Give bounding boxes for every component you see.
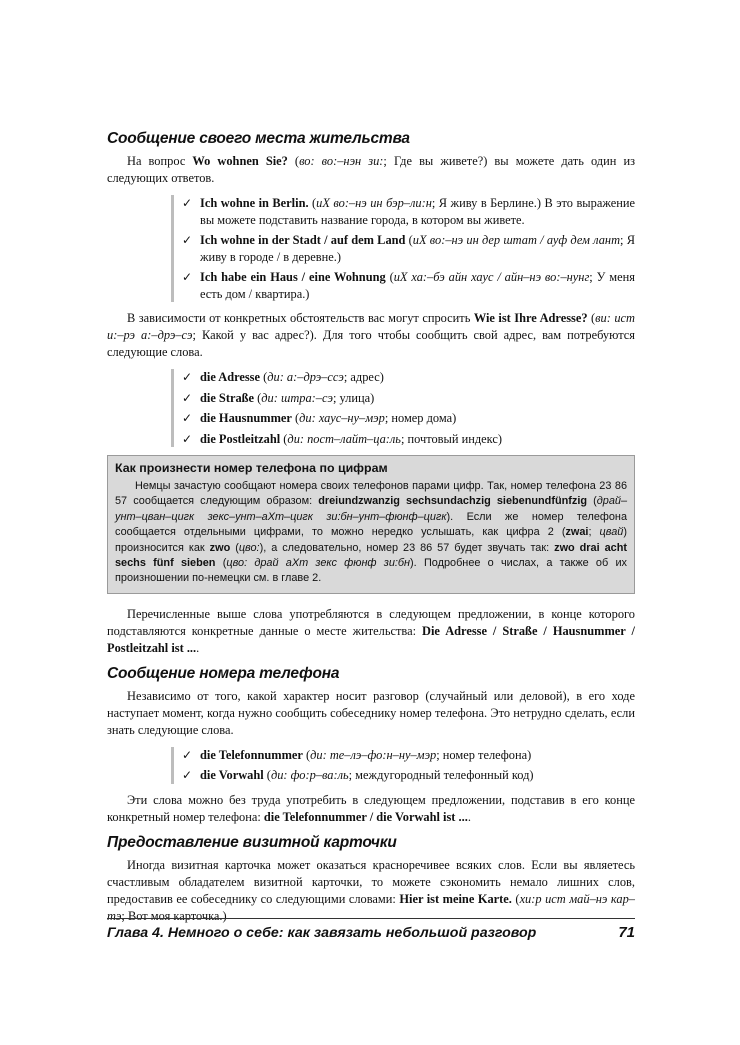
transcription: хи:р ист май–нэ кар–тэ: [107, 891, 635, 923]
text: ). Подробнее о числах, а также об их произношении по-немецки см. в главе 2.: [115, 557, 627, 585]
list-item: [182, 410, 635, 427]
checkmark-icon: ✓: [182, 431, 193, 446]
text: (: [302, 747, 311, 762]
text: (: [254, 390, 262, 405]
transcription: ди: пост–лайт–ца:ль: [287, 431, 401, 446]
transcription: ди: хаус–ну–мэр: [299, 411, 385, 425]
german-phrase: Wo wohnen Sie?: [192, 154, 288, 168]
text: ; Я живу в Берлине.) В это выражение вы можете подставить название города, в котором вы живете.: [200, 196, 635, 227]
transcription: драй–унт–цван–цигк зекс–унт–аХт–цигк зи:бн–унт–фюнф–цигк: [115, 495, 627, 523]
transcription: ви: ист и:–рэ а:–дрэ–сэ: [107, 311, 635, 342]
transcription: ди: а:–дрэ–ссэ: [267, 370, 344, 384]
section-heading-business-card: Предоставление визитной карточки: [107, 833, 397, 851]
paragraph-address-sentence: [107, 606, 635, 657]
text: (: [587, 495, 597, 508]
page-number: 71: [618, 924, 635, 941]
transcription: цво: драй аХт зекс фюнф зи:бн: [226, 557, 411, 570]
list-item: [182, 369, 635, 386]
text: ; Я живу в городе / в деревне.): [200, 233, 635, 264]
transcription: цвай: [599, 526, 624, 539]
german-word: die Postleitzahl: [200, 431, 281, 446]
german-phrase: Wie ist Ihre Adresse?: [473, 311, 588, 325]
text: В зависимости от конкретных обстоятельств вас могут спросить: [127, 311, 474, 325]
transcription: ди: те–лэ–фо:н–ну–мэр: [310, 747, 437, 762]
chapter-title: Глава 4. Немного о себе: как завязать небольшой разговор: [107, 925, 537, 941]
list-item: [182, 747, 635, 764]
page-footer: [107, 918, 635, 941]
checkmark-icon: ✓: [182, 233, 193, 247]
german-phrase: Hier ist meine Karte.: [399, 891, 512, 906]
text: (: [260, 370, 268, 384]
german-word: zwai: [565, 526, 589, 539]
phrase-list-residence: [171, 195, 635, 302]
list-item: [182, 390, 635, 407]
text: ; улица): [332, 390, 375, 405]
german-phrase: Ich wohne in der Stadt / auf dem Land: [200, 233, 406, 247]
checkmark-icon: ✓: [182, 390, 193, 405]
page-content: [107, 130, 635, 933]
list-item: [182, 232, 635, 265]
text: Немцы зачастую сообщают номера своих телефонов парами цифр. Так, номер телефона 23 86 57 сообщается следующим образом:: [115, 480, 627, 508]
text: ; адрес): [343, 370, 384, 384]
list-item: [182, 269, 635, 302]
text: ; номер телефона): [436, 747, 532, 762]
paragraph-address-question: [107, 310, 635, 361]
list-item: [182, 767, 635, 784]
paragraph-residence-question: [107, 153, 635, 187]
text: (: [287, 154, 300, 168]
text: (: [587, 311, 596, 325]
text: (: [263, 768, 271, 783]
transcription: иХ во:–нэ ин бэр–ли:н: [316, 196, 432, 210]
sidebar-box-phone-digits: [107, 455, 635, 594]
checkmark-icon: ✓: [182, 747, 193, 762]
transcription: иХ во:–нэ ин дер штат / ауф дем лант: [412, 233, 621, 247]
transcription: цво:: [238, 541, 260, 554]
phrase-list-phone: [171, 747, 635, 784]
german-phrase: Ich habe ein Haus / eine Wohnung: [200, 270, 386, 284]
german-phrase: Ich wohne in Berlin.: [200, 196, 309, 210]
text: ; междугородный телефонный код): [348, 768, 534, 783]
german-word: die Telefonnummer: [200, 747, 303, 762]
sidebar-title: Как произнести номер телефона по цифрам: [115, 461, 388, 475]
section-heading-phone: Сообщение номера телефона: [107, 664, 340, 682]
text: ; Какой у вас адрес?). Для того чтобы сообщить свой адрес, вам потребуются следующие слова.: [107, 328, 635, 359]
text: ; Вот моя карточка.): [121, 908, 227, 923]
german-phrase: die Telefonnummer / die Vorwahl ist ...: [263, 809, 468, 824]
checkmark-icon: ✓: [182, 411, 193, 425]
german-word: die Hausnummer: [200, 411, 292, 425]
text: ; почтовый индекс): [400, 431, 502, 446]
text: ), а следовательно, номер 23 86 57 будет звучать так:: [259, 541, 555, 554]
german-word: zwo: [209, 541, 231, 554]
text: (: [291, 411, 300, 425]
text: ; номер дома): [384, 411, 457, 425]
paragraph-business-card: [107, 857, 635, 925]
german-word: die Vorwahl: [200, 768, 264, 783]
text: ;: [588, 526, 600, 539]
text: ) произносится как: [115, 526, 627, 554]
text: .: [196, 640, 200, 655]
checkmark-icon: ✓: [182, 768, 193, 783]
text: ). Если же номер телефона сообщается отдельными цифрами, то можно нередко услышать, как цифра 2 (: [115, 510, 627, 539]
german-word: die Adresse: [200, 370, 261, 384]
german-phrase: zwo drai acht sechs fünf sieben: [115, 541, 627, 570]
text: (: [230, 541, 239, 554]
paragraph-phone-intro: Независимо от того, какой характер носит разговор (случайный или деловой), в его ходе наступает момент, когда нужно сообщить собеседнику номер телефона. Это нетрудно сделать, если знать следующие слова.: [107, 688, 635, 737]
text: На вопрос: [127, 154, 193, 168]
text: .: [467, 809, 471, 824]
text: (: [385, 270, 394, 284]
list-item: [182, 195, 635, 228]
text: (: [215, 557, 227, 570]
paragraph-phone-sentence: [107, 792, 635, 826]
checkmark-icon: ✓: [182, 196, 193, 210]
text: (: [280, 431, 288, 446]
phrase-list-address: [171, 369, 635, 447]
transcription: ди: штра:–сэ: [261, 390, 333, 405]
text: ; Где вы живете?) вы можете дать один из следующих ответов.: [107, 154, 635, 185]
checkmark-icon: ✓: [182, 270, 193, 284]
text: ; У меня есть дом / квартира.): [200, 270, 635, 301]
german-phrase: dreiundzwanzig sechsundachzig siebenundfünfzig: [318, 495, 587, 508]
text: Иногда визитная карточка может оказаться красноречивее всяких слов. Если вы являетесь счастливым обладателем визитной карточки, то можете сэкономить немало лишних слов, предоставив ее собеседнику со следующими словами:: [107, 857, 635, 906]
sidebar-text: [115, 479, 627, 587]
transcription: иХ ха:–бэ айн хаус / айн–нэ во:–нунг: [393, 270, 590, 284]
section-heading-residence: Сообщение своего места жительства: [107, 130, 410, 147]
list-item: [182, 431, 635, 448]
transcription: ди: фо:р–ва:ль: [270, 768, 349, 783]
transcription: во: во:–нэн зи:: [299, 154, 384, 168]
german-phrase: Die Adresse / Straße / Hausnummer / Postleitzahl ist ...: [107, 623, 635, 655]
text: (: [511, 891, 520, 906]
text: Эти слова можно без труда употребить в следующем предложении, подставив в его конце конкретный номер телефона:: [107, 792, 635, 824]
text: (: [405, 233, 413, 247]
text: Перечисленные выше слова употребляются в следующем предложении, в конце которого подставляются конкретные данные о месте жительства:: [107, 606, 635, 638]
german-word: die Straße: [200, 390, 255, 405]
text: (: [308, 196, 317, 210]
checkmark-icon: ✓: [182, 370, 193, 384]
